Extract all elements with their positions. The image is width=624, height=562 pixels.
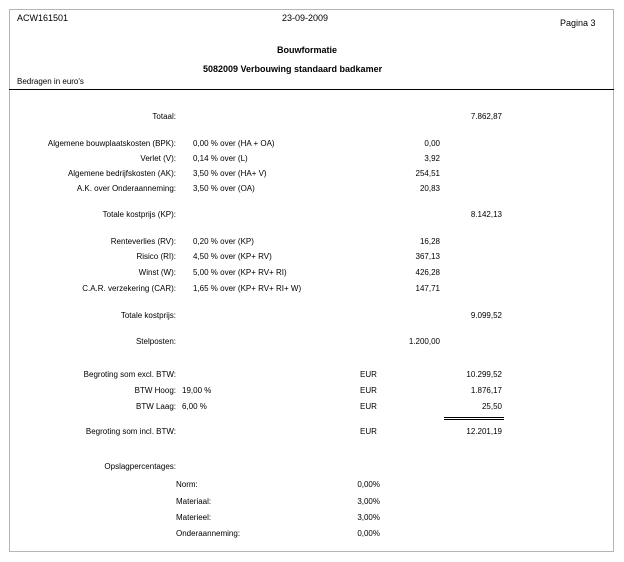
kosten-label: Verlet (V): — [140, 154, 176, 163]
opslag-label: C.A.R. verzekering (CAR): — [82, 284, 176, 293]
btw-laag-rate: 6,00 % — [182, 402, 207, 411]
kosten-label: Algemene bouwplaatskosten (BPK): — [47, 139, 176, 148]
btw-hoog-label: BTW Hoog: — [134, 386, 176, 395]
opslagpercentage-label: Norm: — [176, 480, 198, 489]
totale-kostprijs-label: Totale kostprijs (KP): — [102, 210, 176, 219]
project-title: 5082009 Verbouwing standaard badkamer — [203, 64, 383, 74]
totaal-label: Totaal: — [152, 112, 176, 121]
opslag-label: Winst (W): — [138, 268, 176, 277]
btw-laag-currency: EUR — [360, 402, 377, 411]
begroting-excl-label: Begroting som excl. BTW: — [83, 370, 176, 379]
page-number: Pagina 3 — [560, 18, 596, 28]
kosten-desc: 3,50 % over (HA+ V) — [193, 169, 267, 178]
begroting-excl-currency: EUR — [360, 370, 377, 379]
opslagpercentage-value: 0,00% — [357, 529, 380, 538]
opslag-label: Risico (RI): — [136, 252, 176, 261]
kosten-value: 3,92 — [424, 154, 440, 163]
kosten-desc: 0,00 % over (HA + OA) — [193, 139, 275, 148]
header-divider — [9, 89, 614, 90]
opslag-value: 367,13 — [415, 252, 440, 261]
begroting-incl-currency: EUR — [360, 427, 377, 436]
totale-kostprijs2-label: Totale kostprijs: — [120, 311, 176, 320]
opslagpercentages-label: Opslagpercentages: — [104, 462, 176, 471]
opslag-desc: 4,50 % over (KP+ RV) — [193, 252, 272, 261]
kosten-label: A.K. over Onderaanneming: — [76, 184, 176, 193]
report-frame — [9, 9, 614, 552]
opslagpercentage-label: Onderaanneming: — [176, 529, 241, 538]
kosten-value: 0,00 — [424, 139, 440, 148]
opslag-value: 16,28 — [419, 237, 440, 246]
begroting-excl-value: 10.299,52 — [466, 370, 502, 379]
totale-kostprijs2-value: 9.099,52 — [470, 311, 502, 320]
opslag-desc: 5,00 % over (KP+ RV+ RI) — [193, 268, 287, 277]
btw-hoog-rate: 19,00 % — [182, 386, 212, 395]
begroting-incl-label: Begroting som incl. BTW: — [85, 427, 176, 436]
kosten-desc: 0,14 % over (L) — [193, 154, 248, 163]
kosten-value: 254,51 — [415, 169, 440, 178]
opslag-value: 426,28 — [415, 268, 440, 277]
report-title: Bouwformatie — [277, 45, 338, 55]
btw-laag-value: 25,50 — [481, 402, 502, 411]
totaal-value: 7.862,87 — [470, 112, 502, 121]
stelposten-label: Stelposten: — [135, 337, 176, 346]
opslagpercentage-value: 0,00% — [357, 480, 380, 489]
opslagpercentage-value: 3,00% — [357, 497, 380, 506]
stelposten-value: 1.200,00 — [408, 337, 440, 346]
opslag-label: Renteverlies (RV): — [110, 237, 176, 246]
opslag-desc: 1,65 % over (KP+ RV+ RI+ W) — [193, 284, 302, 293]
opslagpercentage-value: 3,00% — [357, 513, 380, 522]
btw-hoog-currency: EUR — [360, 386, 377, 395]
btw-hoog-value: 1.876,17 — [470, 386, 502, 395]
kosten-desc: 3,50 % over (OA) — [193, 184, 255, 193]
opslag-value: 147,71 — [415, 284, 440, 293]
opslagpercentage-label: Materieel: — [176, 513, 212, 522]
currency-note: Bedragen in euro's — [17, 77, 84, 86]
totale-kostprijs-value: 8.142,13 — [470, 210, 502, 219]
opslagpercentage-label: Materiaal: — [176, 497, 212, 506]
opslag-desc: 0,20 % over (KP) — [193, 237, 254, 246]
total-underline-top — [444, 417, 504, 418]
begroting-incl-value: 12.201,19 — [466, 427, 502, 436]
document-date: 23-09-2009 — [282, 13, 329, 23]
kosten-value: 20,83 — [419, 184, 440, 193]
btw-laag-label: BTW Laag: — [135, 402, 176, 411]
document-code: ACW161501 — [17, 13, 69, 23]
kosten-label: Algemene bedrijfskosten (AK): — [67, 169, 176, 178]
total-underline-bottom — [444, 419, 504, 420]
